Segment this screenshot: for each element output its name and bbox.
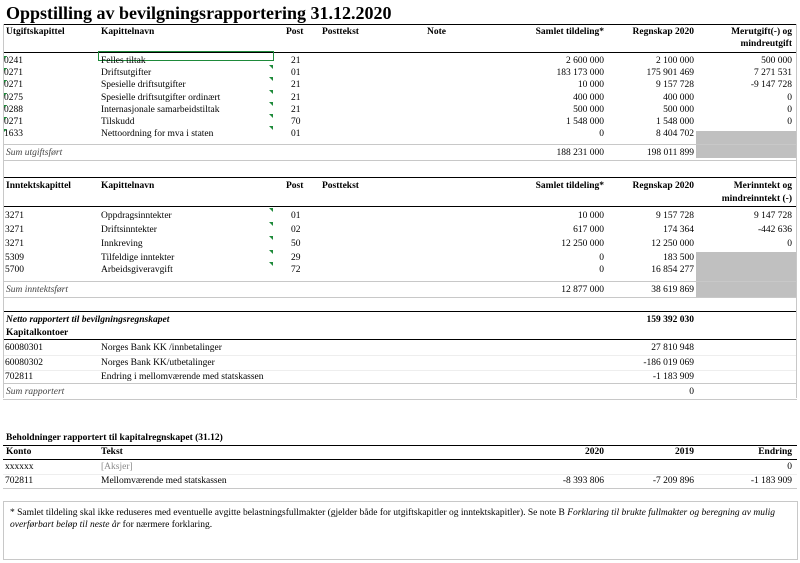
kapital-bottom-rule [3,399,797,400]
inntekt-row-tildeling: 0 [599,253,604,263]
utgift-sum-rule [3,144,797,145]
utgift-row-navn: Nettoordning for mva i staten [101,129,214,140]
beholdninger-bottom-rule [3,488,797,489]
utgift-row-regnskap: 175 901 469 [646,68,694,79]
row-gridline [3,370,797,371]
inntekt-row-tildeling: 0 [599,265,604,275]
inntekt-col-diff-line2: mindreinntekt (-) [721,194,792,204]
utgift-row-diff: 0 [787,92,792,103]
kapital-row-tekst: Norges Bank KK /innbetalinger [101,343,222,353]
error-indicator-icon [269,222,273,226]
beholdninger-top-rule [3,445,797,446]
beholdning-row-endring: 0 [787,462,792,472]
error-indicator-icon [269,102,273,106]
kapital-sum-value: 0 [689,387,694,397]
kapital-row-konto: 60080301 [5,343,43,353]
inntekt-sum-regnskap: 38 619 869 [651,285,694,295]
inntekt-row-post: 50 [291,239,301,249]
inntekt-row-tildeling: 10 000 [577,211,604,221]
beholdning-row-2019: -7 209 896 [652,476,694,486]
utgift-row-post: 21 [291,104,301,115]
kapital-row-tekst: Norges Bank KK/utbetalinger [101,357,215,368]
utgift-row-tildeling: 500 000 [573,104,604,115]
kapital-row-value: -186 019 069 [643,357,694,368]
netto-label: Netto rapportert til bevilgningsregnskapet [6,315,170,325]
inntekt-row-diff: -442 636 [757,225,792,235]
utgift-row-diff: 500 000 [761,56,792,66]
utgift-row-navn: Tilskudd [101,117,135,127]
inntekt-col-kapittel: Inntektskapittel [6,181,71,191]
beholdning-row-2020: -8 393 806 [562,476,604,486]
error-indicator-icon [269,236,273,240]
utgift-row-navn: Felles tiltak [101,56,146,66]
beholdninger-col-2019: 2019 [675,447,694,457]
utgift-row-post: 21 [291,92,301,103]
beholdning-row-endring: -1 183 909 [750,476,792,486]
error-indicator-icon [269,262,273,266]
utgift-col-post: Post [286,27,304,37]
netto-top-rule [3,311,797,312]
beholdninger-heading: Beholdninger rapportert til kapitalregnskapet (31.12) [6,433,223,443]
utgift-row-navn: Spesielle driftsutgifter [101,80,186,91]
utgift-row-diff: 0 [787,104,792,115]
utgift-col-kapittel: Utgiftskapittel [6,27,65,37]
inntekt-top-rule [3,177,797,178]
utgift-col-regnskap: Regnskap 2020 [632,27,694,37]
kapitalkontoer-heading: Kapitalkontoer [6,328,69,338]
footnote [10,507,790,531]
inntekt-row-post: 72 [291,265,301,275]
inntekt-row-diff: 9 147 728 [754,211,792,221]
inntekt-row-post: 29 [291,253,301,263]
utgift-row-diff: 7 271 531 [754,68,792,79]
beholdninger-col-2020: 2020 [585,447,604,457]
utgift-row-kapittel: 0271 [4,117,23,127]
inntekt-row-regnskap: 183 500 [663,253,694,263]
utgift-row-tildeling: 2 600 000 [566,56,604,66]
utgift-row-navn: Driftsutgifter [101,68,152,79]
utgift-col-note: Note [427,27,446,37]
inntekt-row-post: 01 [291,211,301,221]
kapital-sum-label: Sum rapportert [6,387,65,397]
inntekt-col-post: Post [286,181,304,191]
kapital-row-konto: 702811 [5,372,34,382]
inntekt-row-kapittel: 3271 [5,239,24,249]
utgift-row-regnskap: 1 548 000 [656,117,694,127]
inntekt-row-tildeling: 12 250 000 [561,239,604,249]
inntekt-row-navn: Driftsinntekter [101,225,157,235]
inntekt-col-navn: Kapittelnavn [101,181,155,191]
kapital-sum-rule [3,383,797,384]
utgift-sum-regnskap: 198 011 899 [646,148,694,158]
error-indicator-icon [269,250,273,254]
utgift-sum-label: Sum utgiftsført [6,148,63,158]
inntekt-row-navn: Arbeidsgiveravgift [101,265,173,275]
kapital-row-konto: 60080302 [5,357,43,368]
utgift-row-tildeling: 183 173 000 [556,68,604,79]
utgift-col-tildeling: Samlet tildeling* [535,27,604,37]
inntekt-shaded-cell [696,252,796,297]
inntekt-col-diff-line1: Merinntekt og [733,181,792,191]
inntekt-col-regnskap: Regnskap 2020 [632,181,694,191]
utgift-col-posttekst: Posttekst [322,27,359,37]
kapital-row-tekst: Endring i mellomværende med statskassen [101,372,264,382]
utgift-col-diff-line2: mindreutgift [740,39,792,49]
inntekt-row-navn: Innkreving [101,239,143,249]
utgift-sum-tildeling: 188 231 000 [556,148,604,158]
beholdninger-col-tekst: Tekst [101,447,123,457]
utgift-row-kapittel: 0241 [4,56,23,66]
utgift-row-diff: -9 147 728 [750,80,792,91]
utgift-row-regnskap: 2 100 000 [656,56,694,66]
beholdning-row-tekst: [Aksjer] [101,462,133,472]
utgift-row-kapittel: 1633 [4,129,23,140]
inntekt-row-kapittel: 3271 [5,225,24,235]
inntekt-row-diff: 0 [787,239,792,249]
utgift-row-kapittel: 0271 [4,68,23,79]
utgift-row-kapittel: 0275 [4,92,23,103]
inntekt-row-tildeling: 617 000 [573,225,604,235]
netto-value: 159 392 030 [646,315,694,325]
utgift-row-regnskap: 8 404 702 [656,129,694,140]
utgift-row-regnskap: 500 000 [663,104,694,115]
utgift-row-post: 21 [291,80,301,91]
error-indicator-icon [269,90,273,94]
inntekt-row-regnskap: 174 364 [663,225,694,235]
row-gridline [3,474,797,475]
utgift-row-tildeling: 10 000 [577,80,604,91]
inntekt-header-rule [3,206,797,207]
inntekt-row-kapittel: 3271 [5,211,24,221]
kapital-header-rule [3,339,797,340]
inntekt-row-kapittel: 5309 [5,253,24,263]
footnote-text-end: for nærmere forklaring. [120,520,213,530]
error-indicator-icon [269,208,273,212]
row-gridline [3,355,797,356]
utgift-row-kapittel: 0288 [4,104,23,115]
kapital-row-value: -1 183 909 [652,372,694,382]
footnote-text: * Samlet tildeling skal ikke reduseres med eventuelle avgitte belastningsfullmakter (gjelder både for utgiftskapitler og inntektskapitler). Se note B [10,508,568,518]
utgift-row-post: 21 [291,56,301,66]
beholdning-row-konto: 702811 [5,476,34,486]
inntekt-sum-rule [3,281,797,282]
utgift-row-navn: Internasjonale samarbeidstiltak [101,104,220,115]
page-title: Oppstilling av bevilgningsrapportering 31.12.2020 [6,3,392,23]
utgift-row-regnskap: 9 157 728 [656,80,694,91]
utgift-row-tildeling: 400 000 [573,92,604,103]
inntekt-row-navn: Tilfeldige inntekter [101,253,175,263]
beholdning-row-konto: xxxxxx [5,462,34,472]
inntekt-row-navn: Oppdragsinntekter [101,211,172,221]
utgift-bottom-rule [3,160,797,161]
top-rule [3,24,797,25]
error-indicator-icon [269,77,273,81]
utgift-row-kapittel: 0271 [4,80,23,91]
error-indicator-icon [269,126,273,130]
utgift-row-post: 01 [291,129,301,140]
utgift-row-regnskap: 400 000 [663,92,694,103]
inntekt-row-post: 02 [291,225,301,235]
beholdninger-header-rule [3,459,797,460]
beholdninger-col-konto: Konto [6,447,32,457]
inntekt-row-regnskap: 16 854 277 [651,265,694,275]
inntekt-row-regnskap: 9 157 728 [656,211,694,221]
utgift-col-diff-line1: Merutgift(-) og [731,27,792,37]
right-border [796,24,797,398]
error-indicator-icon [269,114,273,118]
inntekt-sum-tildeling: 12 877 000 [561,285,604,295]
inntekt-bottom-rule [3,297,797,298]
error-indicator-icon [269,65,273,69]
inntekt-col-posttekst: Posttekst [322,181,359,191]
inntekt-row-regnskap: 12 250 000 [651,239,694,249]
utgift-col-navn: Kapittelnavn [101,27,155,37]
utgift-row-tildeling: 1 548 000 [566,117,604,127]
left-border [3,24,4,398]
utgift-row-navn: Spesielle driftsutgifter ordinært [101,92,221,103]
inntekt-col-tildeling: Samlet tildeling* [535,181,604,191]
utgift-row-post: 70 [291,117,301,127]
utgift-row-post: 01 [291,68,301,79]
beholdninger-col-endring: Endring [758,447,792,457]
utgift-row-diff: 0 [787,117,792,127]
utgift-row-tildeling: 0 [599,129,604,140]
beholdning-row-tekst: Mellomværende med statskassen [101,476,227,486]
inntekt-sum-label: Sum inntektsført [6,285,69,295]
kapital-row-value: 27 810 948 [651,343,694,353]
footnote-note-reference: Forklaring til brukte fullmakter og beregning av mulig overførbart beløp til neste år [10,508,776,530]
inntekt-row-kapittel: 5700 [5,265,24,275]
